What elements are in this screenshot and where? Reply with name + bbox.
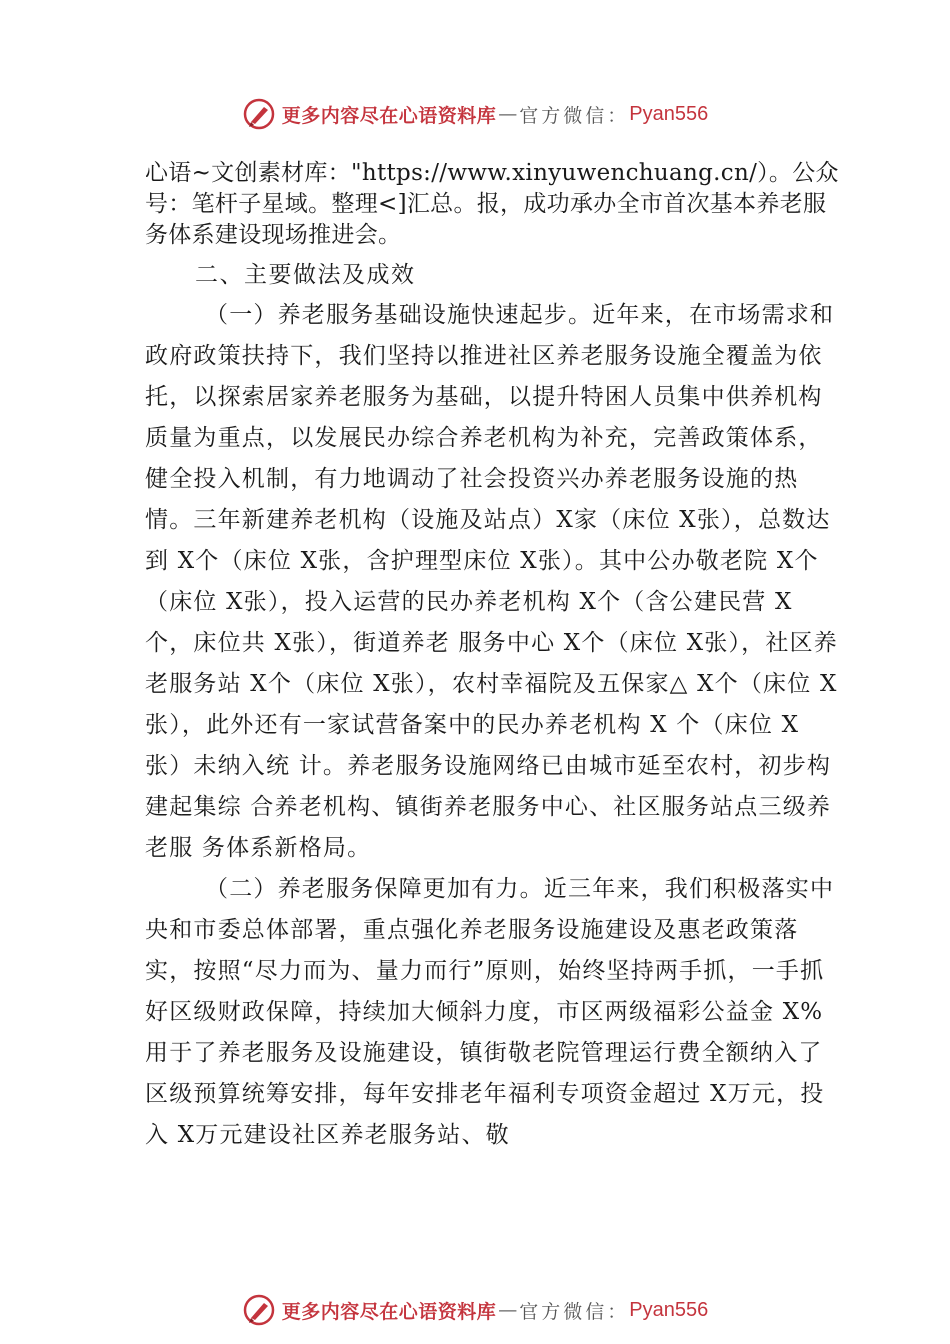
document-body bbox=[145, 158, 840, 1156]
header-banner bbox=[0, 94, 950, 134]
footer-brand: 更多内容尽在心语资料库 bbox=[281, 1300, 497, 1323]
banner-wechat-id: Pyan556 bbox=[629, 102, 709, 125]
banner-dash: — bbox=[498, 103, 518, 125]
banner-official-label: 官方微信： bbox=[519, 104, 630, 127]
banner-brand: 更多内容尽在心语资料库 bbox=[281, 104, 497, 127]
footer-official-label: 官方微信： bbox=[519, 1300, 630, 1323]
pen-logo-icon bbox=[242, 1293, 276, 1327]
paragraph-infrastructure: （一）养老服务基础设施快速起步。近年来，在市场需求和政府政策扶持下，我们坚持以推进社区养老服务设施全覆盖为依托，以探索居家养老服务为基础，以提升特困人员集中供养机构质量为重点，以发展民办综合养老机构为补充，完善政策体系，健全投入机制，有力地调动了社会投资兴办养老服务设施的热情。三年新建养老机构（设施及站点）X家（床位 X张），总数达到 X个（床位 X张，含护理型床位 X张）。其中公办敬老院 X个（床位 X张），投入运营的民办养老机构 X个（含公建民营 X个，床位共 X张），街道养老 服务中心 X个（床位 X张），社区养老服务站 X个（床位 X张），农村幸福院及五保家△ X个（床位 X张），此外还有一家试营备案中的民办养老机构 X 个（床位 X 张）未纳入统 计。养老服务设施网络已由城市延至农村，初步构建起集综 合养老机构、镇街养老服务中心、社区服务站点三级养老服 务体系新格局。 bbox=[145, 302, 838, 861]
intro-paragraph: 心语~文创素材库："https://www.xinyuwenchuang.cn/）。公众号：笔杆子星域。整理<]汇总。报，成功承办全市首次基本养老服务体系建设现场推进会。 bbox=[145, 160, 839, 248]
footer-wechat-id: Pyan556 bbox=[629, 1298, 709, 1321]
pen-logo-icon bbox=[242, 97, 276, 131]
footer-banner bbox=[0, 1290, 950, 1330]
paragraph-guarantee: （二）养老服务保障更加有力。近三年来，我们积极落实中央和市委总体部署，重点强化养老服务设施建设及惠老政策落实，按照“尽力而为、量力而行”原则，始终坚持两手抓，一手抓好区级财政保障，持续加大倾斜力度，市区两级福彩公益金 X%用于了养老服务及设施建设，镇街敬老院管理运行费全额纳入了区级预算统筹安排，每年安排老年福利专项资金超过 X万元，投入 X万元建设社区养老服务站、敬 bbox=[145, 876, 835, 1148]
footer-dash: — bbox=[498, 1299, 518, 1321]
section-heading: 二、主要做法及成效 bbox=[195, 262, 416, 288]
